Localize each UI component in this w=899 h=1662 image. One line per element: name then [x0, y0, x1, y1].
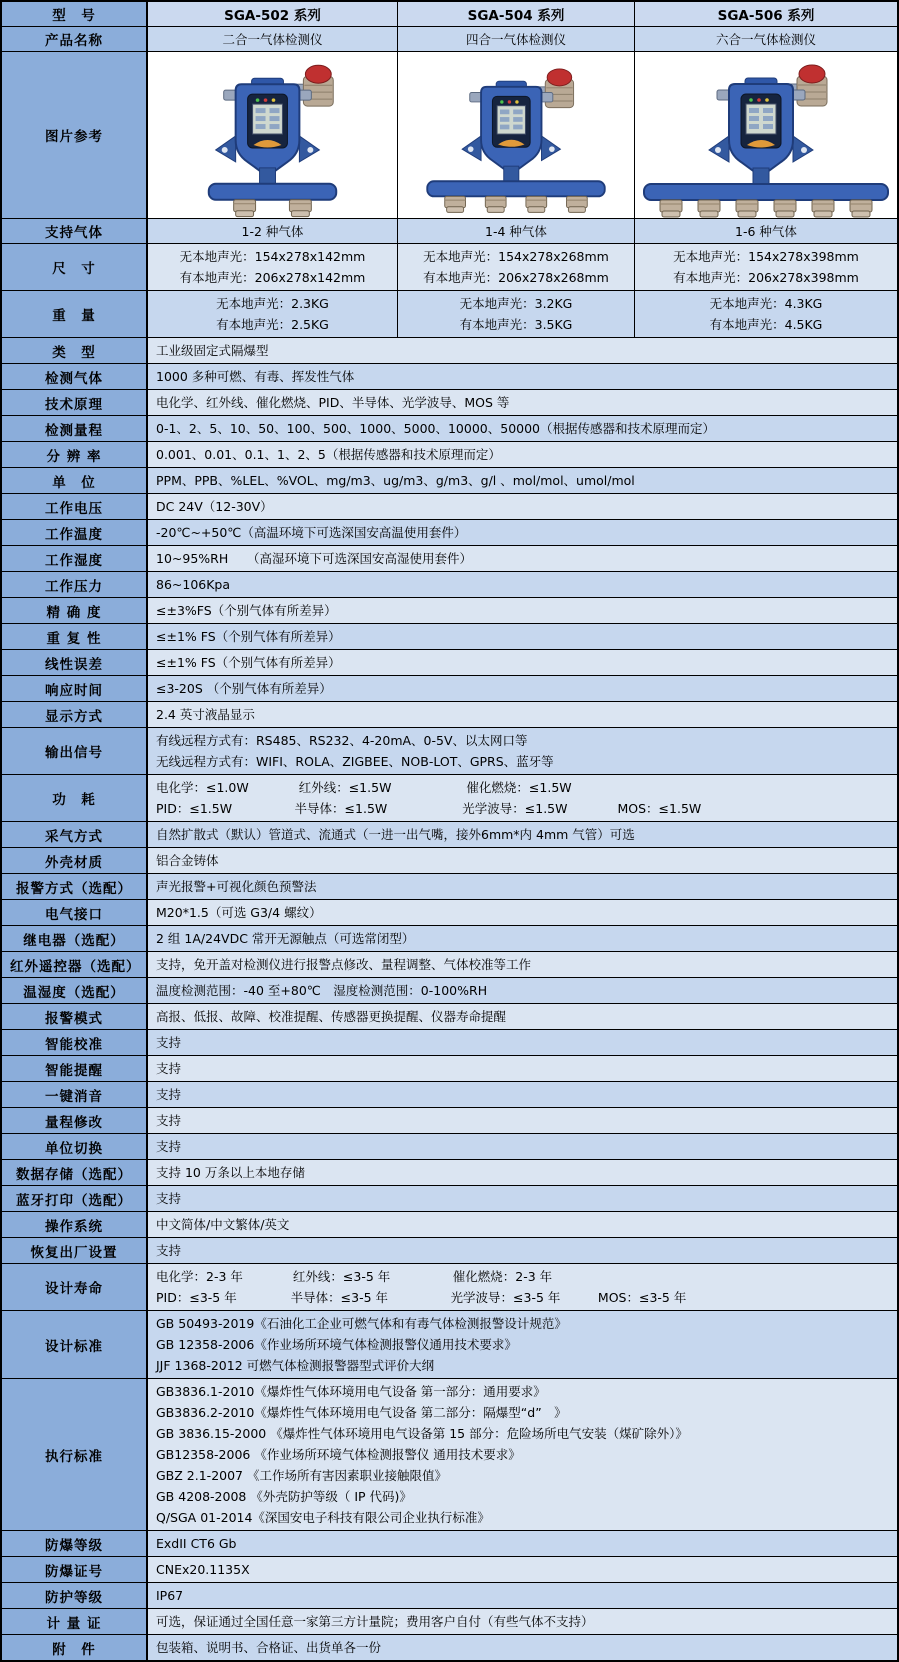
spec-row-value: 支持 — [148, 1238, 897, 1263]
spec-row-label: 红外遥控器（选配） — [2, 952, 148, 977]
spec-row-value: 自然扩散式（默认）管道式、流通式（一进一出气嘴，接外6mm*内 4mm 气管）可选 — [148, 822, 897, 847]
spec-row-label: 电气接口 — [2, 900, 148, 925]
spec-row-label: 防爆等级 — [2, 1531, 148, 1556]
spec-row-label: 检测量程 — [2, 416, 148, 441]
spec-row-label: 量程修改 — [2, 1108, 148, 1133]
spec-row — [2, 1531, 897, 1557]
gas-detector-6-sensor-image — [635, 52, 897, 218]
spec-row — [2, 1609, 897, 1635]
spec-row — [2, 1082, 897, 1108]
spec-row-label: 执行标准 — [2, 1379, 148, 1530]
product-name-504: 四合一气体检测仪 — [398, 27, 635, 51]
product-image-sga-502 — [148, 52, 398, 218]
spec-row — [2, 1635, 897, 1660]
spec-row-value: GB3836.1-2010《爆炸性气体环境用电气设备 第一部分：通用要求》 GB3836.2-2010《爆炸性气体环境用电气设备 第二部分：隔爆型“d” 》 GB 3836.15-2000 《爆炸性气体环境用电气设备第 15 部分：危险场所电气安装（煤矿除外）》 GB12358-2006 《作业场所环境气体检测报警仪 通用技术要求》 GBZ 2.1-2007 《工作场所有害因素职业接触限值》 GB 4208-2008 《外壳防护等级（ IP 代码)》 Q/SGA 01-2014《深国安电子科技有限公司企业执行标准》 — [148, 1379, 897, 1530]
spec-row-value: 支持 — [148, 1082, 897, 1107]
spec-row — [2, 1160, 897, 1186]
spec-row — [2, 442, 897, 468]
spec-row — [2, 1583, 897, 1609]
spec-row-label: 操作系统 — [2, 1212, 148, 1237]
spec-row-value: 包装箱、说明书、合格证、出货单各一份 — [148, 1635, 897, 1660]
spec-row-label: 设计寿命 — [2, 1264, 148, 1310]
spec-row-label: 工作温度 — [2, 520, 148, 545]
spec-row — [2, 390, 897, 416]
spec-row — [2, 1030, 897, 1056]
spec-row-value: 声光报警+可视化颜色预警法 — [148, 874, 897, 899]
spec-row-value: 0-1、2、5、10、50、100、500、1000、5000、10000、50000（根据传感器和技术原理而定） — [148, 416, 897, 441]
spec-row-value: IP67 — [148, 1583, 897, 1608]
spec-row — [2, 1108, 897, 1134]
spec-row-label: 外壳材质 — [2, 848, 148, 873]
spec-row-value: 铝合金铸体 — [148, 848, 897, 873]
spec-row-label: 防护等级 — [2, 1583, 148, 1608]
spec-row-value: 2 组 1A/24VDC 常开无源触点（可选常闭型） — [148, 926, 897, 951]
spec-row-value: 工业级固定式隔爆型 — [148, 338, 897, 363]
spec-row — [2, 364, 897, 390]
spec-row-label: 计 量 证 — [2, 1609, 148, 1634]
spec-rows — [2, 338, 897, 1660]
spec-row-label: 报警方式（选配） — [2, 874, 148, 899]
spec-row — [2, 520, 897, 546]
weight-506: 无本地声光：4.3KG 有本地声光：4.5KG — [635, 291, 897, 337]
size-row — [2, 244, 897, 291]
spec-row-value: 0.001、0.01、0.1、1、2、5（根据传感器和技术原理而定） — [148, 442, 897, 467]
spec-row-label: 工作压力 — [2, 572, 148, 597]
spec-row-value: -20℃~+50℃（高温环境下可选深国安高温使用套件） — [148, 520, 897, 545]
spec-row-label: 继电器（选配） — [2, 926, 148, 951]
weight-row — [2, 291, 897, 338]
spec-row-value: ≤±1% FS（个别气体有所差异） — [148, 624, 897, 649]
spec-row-label: 显示方式 — [2, 702, 148, 727]
spec-row — [2, 1056, 897, 1082]
spec-row-value: 电化学：≤1.0W 红外线：≤1.5W 催化燃烧：≤1.5W PID：≤1.5W 半导体：≤1.5W 光学波导：≤1.5W MOS：≤1.5W — [148, 775, 897, 821]
spec-row — [2, 926, 897, 952]
product-name-label: 产品名称 — [2, 27, 148, 51]
spec-row-value: 高报、低报、故障、校准提醒、传感器更换提醒、仪器寿命提醒 — [148, 1004, 897, 1029]
size-502: 无本地声光：154x278x142mm 有本地声光：206x278x142mm — [148, 244, 398, 290]
spec-row — [2, 650, 897, 676]
spec-row — [2, 1311, 897, 1379]
spec-row-value: 支持 — [148, 1186, 897, 1211]
spec-row-label: 响应时间 — [2, 676, 148, 701]
spec-row-label: 技术原理 — [2, 390, 148, 415]
weight-504: 无本地声光：3.2KG 有本地声光：3.5KG — [398, 291, 635, 337]
spec-row-label: 线性误差 — [2, 650, 148, 675]
spec-row — [2, 1379, 897, 1531]
gas-detector-4-sensor-image — [398, 52, 634, 218]
spec-row-value: 可选，保证通过全国任意一家第三方计量院；费用客户自付（有些气体不支持） — [148, 1609, 897, 1634]
spec-row — [2, 728, 897, 775]
model-sga-504: SGA-504 系列 — [398, 2, 635, 26]
spec-row-value: 支持 — [148, 1134, 897, 1159]
spec-row-value: 86~106Kpa — [148, 572, 897, 597]
spec-row-value: 支持 10 万条以上本地存储 — [148, 1160, 897, 1185]
spec-row-value: 电化学：2-3 年 红外线：≤3-5 年 催化燃烧：2-3 年 PID：≤3-5 年 半导体：≤3-5 年 光学波导：≤3-5 年 MOS：≤3-5 年 — [148, 1264, 897, 1310]
spec-row-value: 温度检测范围：-40 至+80℃ 湿度检测范围：0-100%RH — [148, 978, 897, 1003]
spec-row — [2, 1238, 897, 1264]
spec-row-value: CNEx20.1135X — [148, 1557, 897, 1582]
spec-row-value: ≤3-20S （个别气体有所差异） — [148, 676, 897, 701]
spec-row-label: 分 辨 率 — [2, 442, 148, 467]
spec-row-value: 2.4 英寸液晶显示 — [148, 702, 897, 727]
product-name-506: 六合一气体检测仪 — [635, 27, 897, 51]
gas-detector-2-sensor-image — [148, 52, 397, 218]
size-label: 尺 寸 — [2, 244, 148, 290]
spec-row-label: 输出信号 — [2, 728, 148, 774]
spec-row-value: 支持 — [148, 1108, 897, 1133]
spec-row-value: 有线远程方式有：RS485、RS232、4-20mA、0-5V、以太网口等 无线远程方式有：WIFI、ROLA、ZIGBEE、NOB-LOT、GPRS、蓝牙等 — [148, 728, 897, 774]
product-image-sga-506 — [635, 52, 897, 218]
spec-row-label: 设计标准 — [2, 1311, 148, 1378]
spec-row-label: 精 确 度 — [2, 598, 148, 623]
spec-row-label: 附 件 — [2, 1635, 148, 1660]
size-506: 无本地声光：154x278x398mm 有本地声光：206x278x398mm — [635, 244, 897, 290]
spec-row — [2, 598, 897, 624]
spec-row — [2, 1004, 897, 1030]
spec-row-label: 工作电压 — [2, 494, 148, 519]
product-image-sga-504 — [398, 52, 635, 218]
spec-row-value: 电化学、红外线、催化燃烧、PID、半导体、光学波导、MOS 等 — [148, 390, 897, 415]
spec-row — [2, 822, 897, 848]
gases-504: 1-4 种气体 — [398, 219, 635, 243]
spec-row — [2, 775, 897, 822]
spec-row-value: 10~95%RH （高湿环境下可选深国安高湿使用套件） — [148, 546, 897, 571]
spec-row-value: 1000 多种可燃、有毒、挥发性气体 — [148, 364, 897, 389]
weight-502: 无本地声光：2.3KG 有本地声光：2.5KG — [148, 291, 398, 337]
model-header-label: 型 号 — [2, 2, 148, 26]
spec-row-label: 防爆证号 — [2, 1557, 148, 1582]
spec-row-label: 数据存储（选配） — [2, 1160, 148, 1185]
spec-row-value: 中文简体/中文繁体/英文 — [148, 1212, 897, 1237]
spec-row — [2, 1557, 897, 1583]
spec-row-label: 一键消音 — [2, 1082, 148, 1107]
spec-row — [2, 900, 897, 926]
spec-row — [2, 572, 897, 598]
spec-row — [2, 338, 897, 364]
spec-row-label: 智能校准 — [2, 1030, 148, 1055]
supported-gases-label: 支持气体 — [2, 219, 148, 243]
gases-506: 1-6 种气体 — [635, 219, 897, 243]
weight-label: 重 量 — [2, 291, 148, 337]
spec-row-label: 温湿度（选配） — [2, 978, 148, 1003]
model-sga-502: SGA-502 系列 — [148, 2, 398, 26]
spec-row — [2, 676, 897, 702]
spec-row-value: PPM、PPB、%LEL、%VOL、mg/m3、ug/m3、g/m3、g/l 、mol/mol、umol/mol — [148, 468, 897, 493]
spec-row-label: 采气方式 — [2, 822, 148, 847]
spec-row — [2, 416, 897, 442]
spec-row-label: 工作湿度 — [2, 546, 148, 571]
spec-row — [2, 1186, 897, 1212]
spec-row-label: 恢复出厂设置 — [2, 1238, 148, 1263]
spec-row-value: 支持，免开盖对检测仪进行报警点修改、量程调整、气体校准等工作 — [148, 952, 897, 977]
spec-row-value: M20*1.5（可选 G3/4 螺纹） — [148, 900, 897, 925]
spec-row — [2, 702, 897, 728]
spec-row-label: 智能提醒 — [2, 1056, 148, 1081]
supported-gases-row — [2, 219, 897, 244]
spec-row — [2, 978, 897, 1004]
spec-row-value: ExdII CT6 Gb — [148, 1531, 897, 1556]
spec-row — [2, 468, 897, 494]
gases-502: 1-2 种气体 — [148, 219, 398, 243]
spec-row-label: 单 位 — [2, 468, 148, 493]
spec-row — [2, 494, 897, 520]
spec-row — [2, 624, 897, 650]
spec-row-label: 检测气体 — [2, 364, 148, 389]
product-name-row — [2, 27, 897, 52]
spec-row — [2, 848, 897, 874]
size-504: 无本地声光：154x278x268mm 有本地声光：206x278x268mm — [398, 244, 635, 290]
spec-row — [2, 1264, 897, 1311]
spec-row-value: 支持 — [148, 1030, 897, 1055]
spec-row — [2, 546, 897, 572]
spec-row-value: DC 24V（12-30V） — [148, 494, 897, 519]
spec-row-label: 重 复 性 — [2, 624, 148, 649]
spec-row-label: 类 型 — [2, 338, 148, 363]
spec-row-value: GB 50493-2019《石油化工企业可燃气体和有毒气体检测报警设计规范》 GB 12358-2006《作业场所环境气体检测报警仪通用技术要求》 JJF 1368-2012 可燃气体检测报警器型式评价大纲 — [148, 1311, 897, 1378]
product-name-502: 二合一气体检测仪 — [148, 27, 398, 51]
spec-row-label: 报警模式 — [2, 1004, 148, 1029]
spec-row-value: 支持 — [148, 1056, 897, 1081]
model-header-row — [2, 2, 897, 27]
spec-row — [2, 1134, 897, 1160]
product-image-label: 图片参考 — [2, 52, 148, 218]
spec-row-label: 功 耗 — [2, 775, 148, 821]
spec-row — [2, 1212, 897, 1238]
product-image-row — [2, 52, 897, 219]
spec-row-label: 蓝牙打印（选配） — [2, 1186, 148, 1211]
spec-row — [2, 952, 897, 978]
spec-row-value: ≤±1% FS（个别气体有所差异） — [148, 650, 897, 675]
spec-row-value: ≤±3%FS（个别气体有所差异） — [148, 598, 897, 623]
spec-row-label: 单位切换 — [2, 1134, 148, 1159]
spec-row — [2, 874, 897, 900]
model-sga-506: SGA-506 系列 — [635, 2, 897, 26]
